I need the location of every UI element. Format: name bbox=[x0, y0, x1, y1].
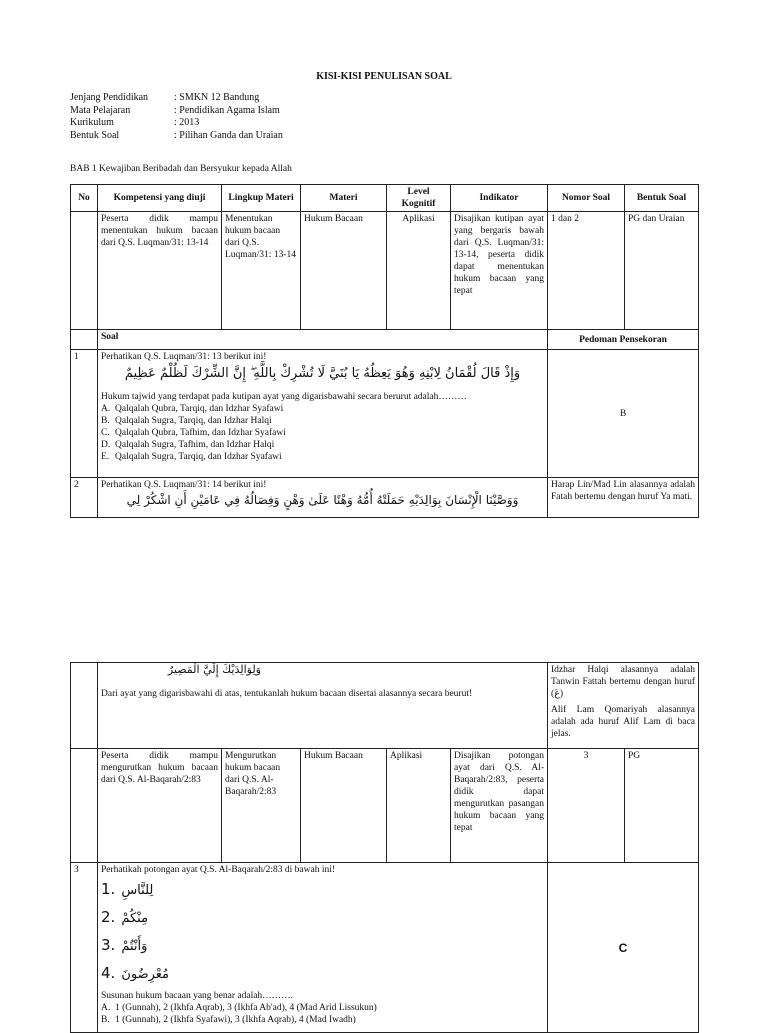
q2-content bbox=[98, 478, 548, 518]
meta-value: : Pilihan Ganda dan Uraian bbox=[174, 129, 283, 141]
q2b-pedoman-2: Alif Lam Qomariyah alasannya adalah ada huruf Alif Lam di baca jelas. bbox=[551, 705, 696, 739]
q3-item-4: 4. مُعْرِضُونَ bbox=[101, 964, 170, 982]
row1-level: Aplikasi bbox=[387, 212, 451, 330]
q3-content bbox=[98, 863, 548, 1033]
meta-key: Bentuk Soal bbox=[70, 129, 120, 141]
q2-prompt: Perhatikan Q.S. Luqman/31: 14 berikut ini! bbox=[101, 480, 267, 490]
row1-nomor: 1 dan 2 bbox=[548, 212, 625, 330]
q3-item-3: 3. وَأَنْتُمْ bbox=[101, 936, 148, 954]
meta-key: Jenjang Pendidikan bbox=[70, 92, 149, 103]
q1-option-d[interactable]: D. Qalqalah Sugra, Tafhim, dan Idzhar Halqi bbox=[101, 440, 275, 450]
document-meta bbox=[70, 92, 283, 142]
row2-lingkup: Mengurutkan hukum bacaan dari Q.S. Al-Baqarah/2:83 bbox=[222, 749, 301, 863]
q3-option-a[interactable]: A. 1 (Gunnah), 2 (Ikhfa Aqrab), 3 (Ikhfa Ab'ad), 4 (Mad Arid Lissukun) bbox=[101, 1003, 377, 1013]
meta-key: Mata Pelajaran bbox=[70, 104, 131, 116]
row1-bentuk: PG dan Uraian bbox=[625, 212, 699, 330]
row2-bentuk: PG bbox=[625, 749, 699, 863]
row2-kompetensi: Peserta didik mampu mengurutkan hukum bacaan dari Q.S. Al-Baqarah/2:83 bbox=[98, 749, 222, 863]
q2-number: 2 bbox=[71, 478, 98, 518]
q3-item-2: 2. مِنْكُمْ bbox=[101, 908, 149, 926]
q1-option-e[interactable]: E. Qalqalah Sugra, Tarqiq, dan Idzhar Syafawi bbox=[101, 452, 282, 462]
q1-option-a[interactable]: A. Qalqalah Qubra, Tarqiq, dan Idzhar Syafawi bbox=[101, 404, 284, 414]
meta-value: : SMKN 12 Bandung bbox=[174, 92, 260, 103]
q2b-arabic-verse: وَلِوَالِدَيْكَ إِلَيَّ الْمَصِيرُ bbox=[167, 663, 261, 676]
q1-options bbox=[101, 403, 544, 463]
q1-answer: B bbox=[548, 350, 699, 478]
row1-indikator: Disajikan kutipan ayat yang bergaris bawah dari Q.S. Luqman/31: 13-14, peserta didik dapat menentukan hukum bacaan yang tepat bbox=[451, 212, 548, 330]
q2b-number bbox=[71, 663, 98, 749]
q1-content bbox=[98, 350, 548, 478]
row1-materi: Hukum Bacaan bbox=[301, 212, 387, 330]
q2b-content bbox=[98, 663, 548, 749]
q3-options bbox=[101, 1002, 544, 1026]
q3-number: 3 bbox=[71, 863, 98, 1033]
header-kompetensi: Kompetensi yang diuji bbox=[98, 185, 222, 212]
q2-arabic-verse: وَوَصَّيْنَا الْإِنْسَانَ بِوَالِدَيْهِ حَمَلَتْهُ أُمُّهُ وَهْنًا عَلَىٰ وَهْنٍ وَفِصَالُهُ فِي عَامَيْنِ أَنِ اشْكُرْ لِي bbox=[126, 493, 519, 507]
row1-lingkup: Menentukan hukum bacaan dari Q.S. Luqman/31: 13-14 bbox=[222, 212, 301, 330]
row2-nomor: 3 bbox=[548, 749, 625, 863]
row2-indikator: Disajikan potongan ayat dari Q.S. Al-Baqarah/2:83, peserta didik dapat mengurutkan pasangan hukum bacaan yang tepat bbox=[451, 749, 548, 863]
header-indikator: Indikator bbox=[451, 185, 548, 212]
header-materi: Materi bbox=[301, 185, 387, 212]
meta-value: : Pendidikan Agama Islam bbox=[174, 104, 280, 116]
q1-option-c[interactable]: C. Qalqalah Qubra, Tafhim, dan Idzhar Syafawi bbox=[101, 428, 286, 438]
q3-prompt: Perhatikah potongan ayat Q.S. Al-Baqarah/2:83 di bawah ini! bbox=[101, 865, 336, 875]
row2-no bbox=[71, 749, 98, 863]
q2-pedoman: Harap Lin/Mad Lin alasannya adalah Fatah bertemu dengan huruf Ya mati. bbox=[548, 478, 699, 518]
soal-head-no bbox=[71, 330, 98, 350]
q1-option-b[interactable]: B. Qalqalah Sugra, Tarqiq, dan Idzhar Halqi bbox=[101, 416, 272, 426]
q2b-question: Dari ayat yang digarisbawahi di atas, tentukanlah hukum bacaan disertai alasannya secara beurut! bbox=[101, 689, 473, 699]
header-no: No bbox=[71, 185, 98, 212]
kisi-table-part-2 bbox=[70, 662, 699, 1033]
q2b-pedoman-1: Idzhar Halqi alasannya adalah Tanwin Fattah bertemu dengan huruf (عَ) bbox=[551, 665, 696, 699]
q3-answer: C bbox=[548, 863, 699, 1033]
row1-kompetensi: Peserta didik mampu menentukan hukum bacaan dari Q.S. Luqman/31: 13-14 bbox=[98, 212, 222, 330]
q3-item-1: 1. لِلنَّاسِ bbox=[101, 880, 154, 898]
header-nomor: Nomor Soal bbox=[548, 185, 625, 212]
header-bentuk: Bentuk Soal bbox=[625, 185, 699, 212]
q1-prompt: Perhatikan Q.S. Luqman/31: 13 berikut ini! bbox=[101, 352, 267, 362]
q3-question: Susunan hukum bacaan yang benar adalah………. bbox=[101, 991, 294, 1001]
document-title: KISI-KISI PENULISAN SOAL bbox=[316, 71, 452, 82]
row2-level: Aplikasi bbox=[387, 749, 451, 863]
q3-option-b[interactable]: B. 1 (Gunnah), 2 (Ikhfa Syafawi), 3 (Ikhfa Aqrab), 4 (Mad Iwadh) bbox=[101, 1015, 356, 1025]
q1-arabic-verse: وَإِذْ قَالَ لُقْمَانُ لِابْنِهِ وَهُوَ يَعِظُهُ يَا بُنَيَّ لَا تُشْرِكْ بِاللَّهِ ۖ إِنَّ الشِّرْكَ لَظُلْمٌ عَظِيمٌ bbox=[124, 366, 521, 381]
kisi-table-part-1 bbox=[70, 184, 699, 518]
pedoman-header: Pedoman Pensekoran bbox=[548, 330, 699, 350]
q1-question: Hukum tajwid yang terdapat pada kutipan ayat yang digarisbawahi secara berurut adalah……… bbox=[101, 392, 467, 402]
chapter-heading: BAB 1 Kewajiban Beribadah dan Bersyukur kepada Allah bbox=[70, 164, 292, 174]
q1-number: 1 bbox=[71, 350, 98, 478]
q2b-pedoman bbox=[548, 663, 699, 749]
meta-key: Kurikulum bbox=[70, 117, 114, 128]
row2-materi: Hukum Bacaan bbox=[301, 749, 387, 863]
row1-no bbox=[71, 212, 98, 330]
soal-header: Soal bbox=[98, 330, 548, 350]
meta-value: : 2013 bbox=[174, 117, 200, 128]
header-lingkup: Lingkup Materi bbox=[222, 185, 301, 212]
header-level: Level Kognitif bbox=[387, 185, 451, 212]
